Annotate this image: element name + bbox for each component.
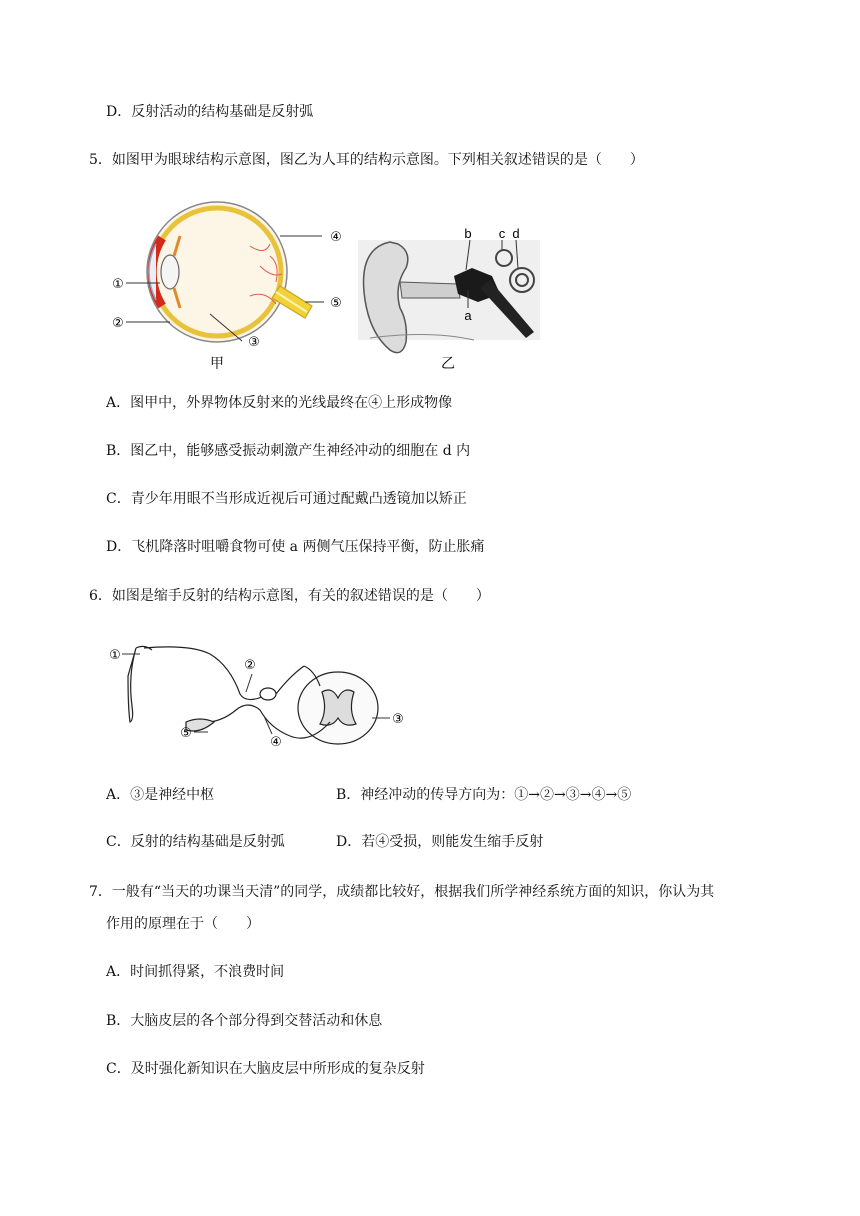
q5-option-a: A．图甲中，外界物体反射来的光线最终在④上形成物像 — [106, 395, 453, 411]
eye-label-4: ④ — [330, 229, 342, 244]
reflex-label-5: ⑤ — [180, 725, 192, 740]
eye-caption: 甲 — [210, 355, 224, 371]
eyeball-drawing — [147, 202, 312, 342]
q6-option-c: C．反射的结构基础是反射弧 — [106, 834, 285, 850]
reflex-label-3: ③ — [392, 711, 404, 726]
eye-label-5: ⑤ — [330, 295, 342, 310]
ear-label-a: a — [464, 308, 472, 323]
reflex-label-4: ④ — [270, 734, 282, 749]
eye-structure-figure — [100, 186, 360, 376]
q7-option-c: C．及时强化新知识在大脑皮层中所形成的复杂反射 — [106, 1061, 425, 1077]
q5-option-b: B．图乙中，能够感受振动刺激产生神经冲动的细胞在 d 内 — [106, 443, 471, 459]
q6-option-b: B．神经冲动的传导方向为：①→②→③→④→⑤ — [336, 787, 632, 803]
q7-option-b: B．大脑皮层的各个部分得到交替活动和休息 — [106, 1013, 383, 1029]
q7-stem-line1: 7．一般有“当天的功课当天清”的同学，成绩都比较好，根据我们所学神经系统方面的知识，你认为其 — [89, 884, 715, 900]
reflex-arc-figure — [100, 636, 420, 756]
q5-option-d: D．飞机降落时咀嚼食物可使 a 两侧气压保持平衡，防止胀痛 — [106, 539, 485, 555]
q6-stem: 6．如图是缩手反射的结构示意图，有关的叙述错误的是（ ） — [89, 588, 490, 604]
q5-stem: 5．如图甲为眼球结构示意图，图乙为人耳的结构示意图。下列相关叙述错误的是（ ） — [89, 152, 644, 168]
ear-label-c: c — [498, 226, 506, 241]
eye-label-2: ② — [112, 315, 124, 330]
eye-label-1: ① — [112, 276, 124, 291]
q7-stem-line2: 作用的原理在于（ ） — [106, 916, 260, 932]
q4-option-d: D．反射活动的结构基础是反射弧 — [106, 104, 314, 120]
q5-option-c: C．青少年用眼不当形成近视后可通过配戴凸透镜加以矫正 — [106, 491, 467, 507]
ear-label-d: d — [512, 226, 520, 241]
q7-option-a: A．时间抓得紧，不浪费时间 — [106, 964, 285, 980]
reflex-label-1: ① — [109, 647, 121, 662]
eye-label-3: ③ — [248, 334, 260, 349]
q6-option-d: D．若④受损，则能发生缩手反射 — [336, 834, 544, 850]
ear-drawing — [358, 240, 540, 353]
ear-caption: 乙 — [441, 355, 455, 371]
ear-structure-figure — [350, 222, 550, 374]
q6-option-a: A．③是神经中枢 — [106, 787, 215, 803]
reflex-label-2: ② — [244, 657, 256, 672]
ear-label-b: b — [464, 226, 472, 241]
